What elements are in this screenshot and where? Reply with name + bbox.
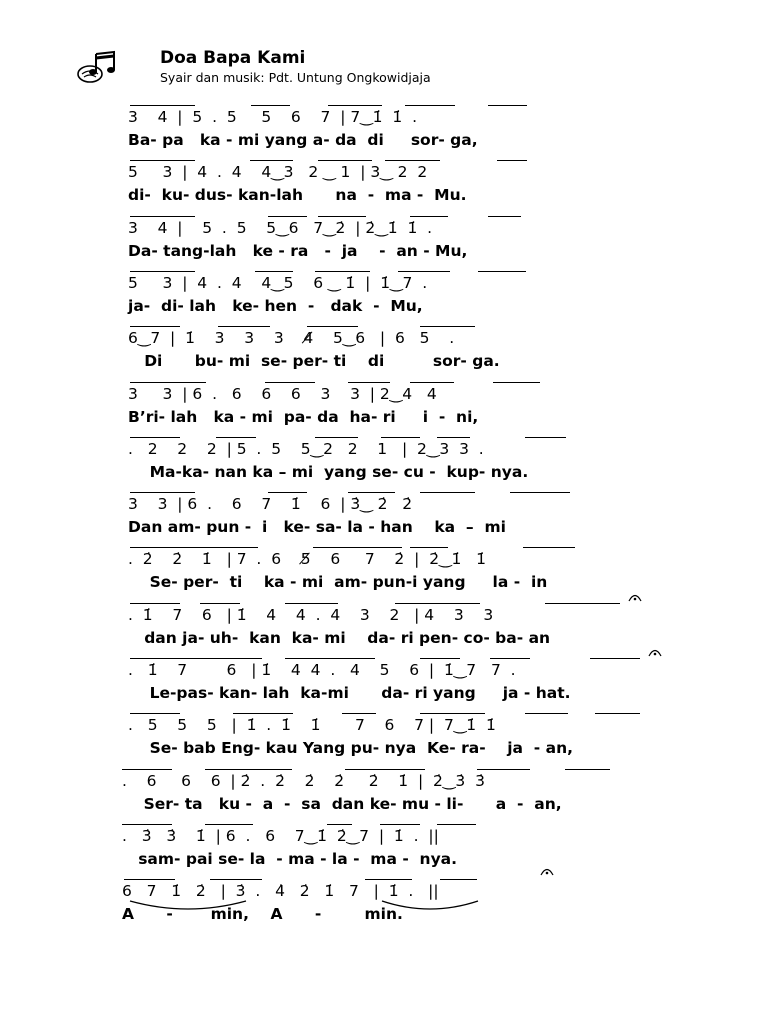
beam-line <box>410 216 448 217</box>
lyrics-line: Da- tang-lah ke - ra - ja - an - Mu, <box>128 241 468 260</box>
notation-line: . 6 6 6 | 2̇ . 2̇ 2̇ 2̇ 2̇ 1̇ | 2̇‿3̇ 3̇ <box>122 771 485 790</box>
beam-line <box>251 105 290 106</box>
beam-line <box>130 160 195 161</box>
beam-line <box>130 382 206 383</box>
beam-line <box>405 105 455 106</box>
beam-line <box>410 382 454 383</box>
beam-line <box>285 658 375 659</box>
beam-line <box>380 824 420 825</box>
beam-line <box>420 658 460 659</box>
beam-line <box>395 603 480 604</box>
beam-line <box>328 105 382 106</box>
beam-line <box>130 326 180 327</box>
beam-line <box>210 879 262 880</box>
notation-line: . 1̇ 7 6 | 1̇ 4 4 . 4 3 2 | 4 3 3 <box>128 605 494 624</box>
beam-line <box>490 658 530 659</box>
beam-line <box>420 492 475 493</box>
beam-line <box>327 824 352 825</box>
lyrics-line: Ser- ta ku - a - sa dan ke- mu - li- a - an, <box>122 794 562 813</box>
slur-arc <box>128 899 248 915</box>
notation-line: . 3̇ 3̇ 1̇ | 6 . 6 7‿1̇ 2̇‿7 | 1̇ . || <box>122 826 439 845</box>
lyrics-line: Dan am- pun - i ke- sa- la - han ka – mi <box>128 518 506 537</box>
beam-line <box>122 824 172 825</box>
beam-line <box>525 713 568 714</box>
notation-line: 3 4 | 5 . 5 5 6 7 | 7‿1̇ 1̇ . <box>128 108 418 126</box>
beam-line <box>381 437 420 438</box>
beam-line <box>130 216 195 217</box>
beam-line <box>348 382 390 383</box>
beam-line <box>130 271 195 272</box>
lyrics-line: Di bu- mi se- per- ti di sor- ga. <box>128 352 500 371</box>
beam-line <box>385 160 440 161</box>
lyrics-line: dan ja- uh- kan ka- mi da- ri pen- co- ba- an <box>128 628 551 647</box>
beam-line <box>255 271 293 272</box>
beam-line <box>200 603 240 604</box>
beam-line <box>523 547 575 548</box>
notation-line: 3 3 | 6 . 6 6 6 3 3 | 2‿4 4 <box>128 384 437 403</box>
beam-line <box>318 160 372 161</box>
beam-line <box>497 160 527 161</box>
beam-line <box>250 160 293 161</box>
beam-line <box>130 713 180 714</box>
notation-line: 5 3 | 4 . 4 4‿5 6 ‿ 1̇ | 1̇‿7 . <box>128 273 428 292</box>
beam-line <box>315 437 358 438</box>
fermata-icon <box>628 592 642 602</box>
notation-line: . 2 2 2 | 5 . 5 5‿2 2 1 | 2‿3 3 . <box>128 439 484 458</box>
lyrics-line: Ma-ka- nan ka – mi yang se- cu - kup- nya. <box>128 462 529 481</box>
beam-line <box>130 105 195 106</box>
beam-line <box>313 547 402 548</box>
lyrics-line: di- ku- dus- kan-lah na - ma - Mu. <box>128 186 467 205</box>
beam-line <box>318 216 366 217</box>
beam-line <box>420 713 485 714</box>
notation-line: 6 7 1̇ 2̇ | 3̇ . 4̇ 2̇ 1̇ 7 | 1̇ . || <box>122 882 439 901</box>
beam-line <box>285 603 338 604</box>
beam-line <box>525 437 566 438</box>
beam-line <box>410 547 448 548</box>
beam-line <box>590 658 640 659</box>
fermata-icon <box>648 647 662 657</box>
beam-line <box>218 326 270 327</box>
lyrics-line: Se- bab Eng- kau Yang pu- nya Ke- ra- ja - an, <box>128 739 573 758</box>
beam-line <box>307 326 358 327</box>
beam-line <box>265 382 315 383</box>
beam-line <box>268 216 307 217</box>
slur-arc <box>380 899 480 915</box>
beam-line <box>345 769 425 770</box>
song-credits: Syair dan musik: Pdt. Untung Ongkowidjaja <box>160 70 431 85</box>
lyrics-line: B’ri- lah ka - mi pa- da ha- ri i - ni, <box>128 407 479 426</box>
beam-line <box>420 326 475 327</box>
beam-line <box>510 492 570 493</box>
beam-line <box>130 437 180 438</box>
beam-line <box>130 547 258 548</box>
song-title: Doa Bapa Kami <box>160 48 306 68</box>
beam-line <box>130 492 195 493</box>
beam-line <box>130 603 180 604</box>
beam-line <box>268 492 307 493</box>
beam-line <box>205 769 292 770</box>
beam-line <box>398 271 450 272</box>
lyrics-line: Se- per- ti ka - mi am- pun-i yang la - in <box>128 573 548 592</box>
beam-line <box>348 492 395 493</box>
notation-line: . 2̇ 2̇ 1̇ | 7 . 6 5̸ 6 7 2̇ | 2̇‿1̇ 1̇ <box>128 550 487 569</box>
beam-line <box>365 879 412 880</box>
lyrics-line: sam- pai se- la - ma - la - ma - nya. <box>122 849 458 868</box>
lyrics-line: Le-pas- kan- lah ka-mi da- ri yang ja - hat. <box>128 684 571 702</box>
beam-line <box>124 879 175 880</box>
notation-line: 3 4 | 5 . 5 5‿6 7‿2̇ | 2̇‿1̇ 1̇ . <box>128 218 433 237</box>
beam-line <box>477 769 530 770</box>
notation-line: . 1̇ 7 6 | 1̇ 4 4 . 4 5 6 | 1̇‿7 7 . <box>128 661 516 679</box>
beam-line <box>342 713 376 714</box>
beam-line <box>488 216 521 217</box>
notation-line: 5 3 | 4 . 4 4‿3 2 ‿ 1 | 3‿ 2 2 <box>128 163 428 182</box>
beam-line <box>437 824 476 825</box>
beam-line <box>216 437 256 438</box>
fermata-icon <box>540 866 554 876</box>
beam-line <box>493 382 540 383</box>
beam-line <box>205 824 253 825</box>
beam-line <box>595 713 640 714</box>
music-notes-icon <box>76 50 120 86</box>
lyrics-line: ja- di- lah ke- hen - dak - Mu, <box>128 296 423 315</box>
notation-line: 3 3 | 6 . 6 7 1̇ 6 | 3̇‿ 2̇ 2̇ <box>128 495 413 514</box>
beam-line <box>565 769 610 770</box>
beam-line <box>440 879 477 880</box>
lyrics-line: Ba- pa ka - mi yang a- da di sor- ga, <box>128 131 478 149</box>
beam-line <box>315 271 370 272</box>
beam-line <box>122 769 172 770</box>
beam-line <box>130 658 262 659</box>
beam-line <box>478 271 526 272</box>
beam-line <box>488 105 527 106</box>
notation-line: . 5 5 5 | 1̇ . 1̇ 1̇ 7 6 7 | 7‿1̇ 1̇ <box>128 716 496 735</box>
beam-line <box>233 713 293 714</box>
notation-line: 6‿7 | 1̇ 3 3 3 4̸ 5‿6 | 6 5 . <box>128 329 455 348</box>
beam-line <box>437 437 470 438</box>
lyrics-line: A - min, A - min. <box>122 905 403 924</box>
beam-line <box>545 603 620 604</box>
